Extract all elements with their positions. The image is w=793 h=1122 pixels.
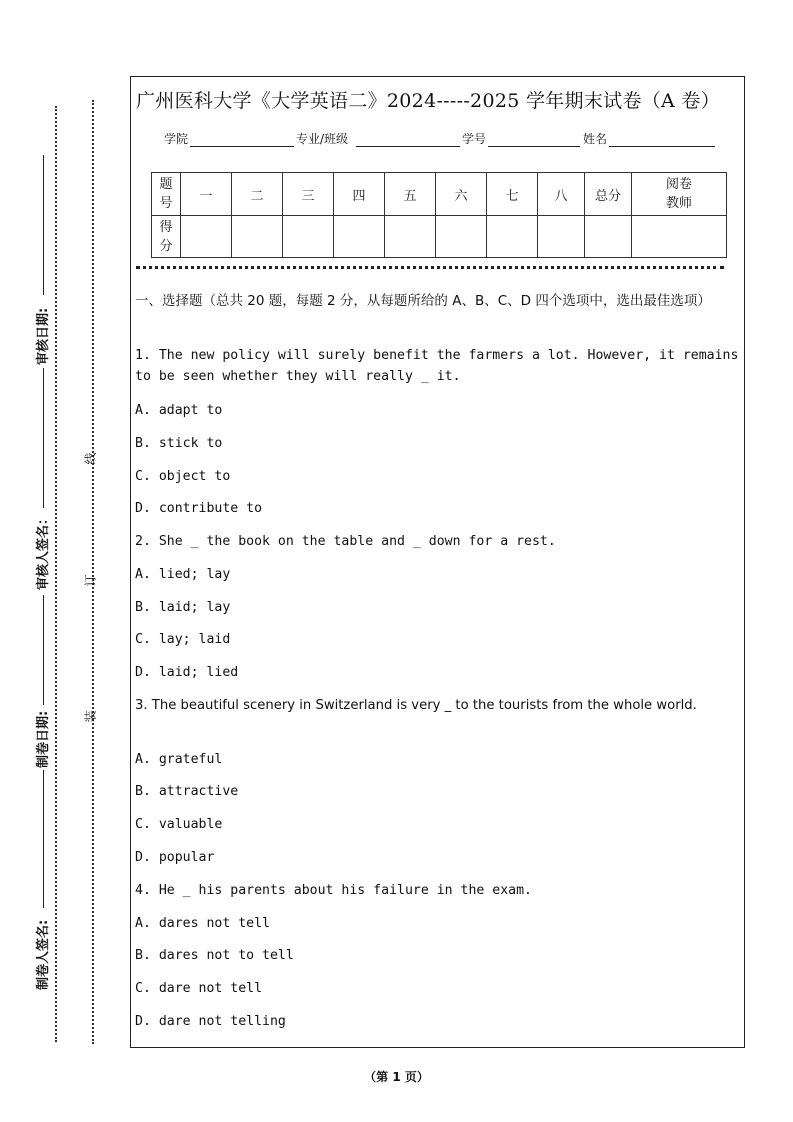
make-date-line[interactable] (43, 595, 44, 705)
option-4b[interactable]: B. dares not to tell (135, 948, 294, 963)
option-1c[interactable]: C. object to (135, 469, 231, 484)
score-cell-reviewer[interactable] (632, 216, 727, 258)
field-id-label: 学号 (462, 132, 487, 146)
score-row2-label-bottom: 分 (159, 238, 173, 254)
option-1d[interactable]: D. contribute to (135, 501, 263, 516)
option-4c[interactable]: C. dare not tell (135, 981, 263, 996)
binding-mark-fold: 装 (83, 710, 98, 723)
score-cell[interactable] (487, 216, 538, 258)
binding-mark-staple: 订 (83, 574, 98, 587)
question-stem-2: 2. She _ the book on the table and _ down for a rest. (135, 534, 556, 549)
field-id-line[interactable] (488, 146, 580, 147)
score-col-2: 二 (232, 173, 283, 216)
review-date-label: 审核日期: (36, 307, 51, 365)
score-cell[interactable] (334, 216, 385, 258)
reviewer-sign-line[interactable] (43, 368, 44, 508)
maker-sign-line[interactable] (43, 770, 44, 908)
field-college-label: 学院 (164, 132, 189, 146)
field-name-label: 姓名 (583, 132, 608, 146)
score-col-4: 四 (334, 173, 385, 216)
score-row2-label-top: 得 (159, 219, 173, 235)
option-3b[interactable]: B. attractive (135, 784, 239, 799)
score-cell[interactable] (436, 216, 487, 258)
binding-dotted-line-outer (55, 106, 57, 1042)
score-cell[interactable] (538, 216, 585, 258)
score-row2-header-cell (152, 216, 181, 258)
reviewer-label-bottom: 教师 (665, 196, 692, 211)
option-1a[interactable]: A. adapt to (135, 403, 223, 418)
field-college-line[interactable] (190, 146, 294, 147)
dotted-separator (136, 266, 724, 269)
option-2b[interactable]: B. laid; lay (135, 600, 231, 615)
score-table-header-cell (152, 173, 181, 216)
page-number: （第 1 页） (364, 1070, 429, 1084)
option-3c[interactable]: C. valuable (135, 817, 223, 832)
score-cell-total[interactable] (585, 216, 632, 258)
score-label-top: 题 (159, 177, 173, 192)
question-stem-3: 3. The beautiful scenery in Switzerland is very _ to the tourists from the whole world. (135, 698, 697, 713)
score-col-total: 总分 (585, 173, 632, 216)
binding-mark-line: 线 (83, 452, 98, 465)
score-label-bottom: 号 (159, 196, 173, 211)
score-table (151, 172, 727, 258)
score-cell[interactable] (181, 216, 232, 258)
score-col-1: 一 (181, 173, 232, 216)
option-4a[interactable]: A. dares not tell (135, 916, 270, 931)
score-cell[interactable] (385, 216, 436, 258)
option-2c[interactable]: C. lay; laid (135, 632, 231, 647)
field-major-label: 专业/班级 (296, 132, 349, 146)
option-1b[interactable]: B. stick to (135, 436, 223, 451)
section-heading: 一、选择题（总共 20 题，每题 2 分，从每题所给的 A、B、C、D 四个选项中，选出最佳选项） (135, 293, 711, 309)
option-3a[interactable]: A. grateful (135, 752, 223, 767)
field-name-line[interactable] (609, 146, 715, 147)
score-cell[interactable] (283, 216, 334, 258)
score-col-8: 八 (538, 173, 585, 216)
score-col-reviewer (632, 173, 727, 216)
score-cell[interactable] (232, 216, 283, 258)
binding-dotted-line-inner (92, 100, 94, 1044)
field-major-line[interactable] (356, 146, 460, 147)
reviewer-label-top: 阅卷 (665, 177, 692, 192)
score-col-6: 六 (436, 173, 487, 216)
maker-sign-label: 制卷人签名: (36, 919, 51, 990)
option-2a[interactable]: A. lied; lay (135, 567, 231, 582)
option-4d[interactable]: D. dare not telling (135, 1014, 286, 1029)
score-col-5: 五 (385, 173, 436, 216)
score-col-7: 七 (487, 173, 538, 216)
question-stem-4: 4. He _ his parents about his failure in the exam. (135, 883, 532, 898)
option-3d[interactable]: D. popular (135, 850, 215, 865)
review-date-line[interactable] (43, 155, 44, 295)
question-stem-1: 1. The new policy will surely benefit the farmers a lot. However, it remains to be seen whether they will really _ it. (135, 348, 739, 384)
option-2d[interactable]: D. laid; lied (135, 665, 239, 680)
make-date-label: 制卷日期: (36, 710, 51, 768)
reviewer-sign-label: 审核人签名： (36, 511, 51, 590)
score-col-3: 三 (283, 173, 334, 216)
exam-title: 广州医科大学《大学英语二》2024-----2025 学年期末试卷（A 卷） (136, 90, 721, 112)
